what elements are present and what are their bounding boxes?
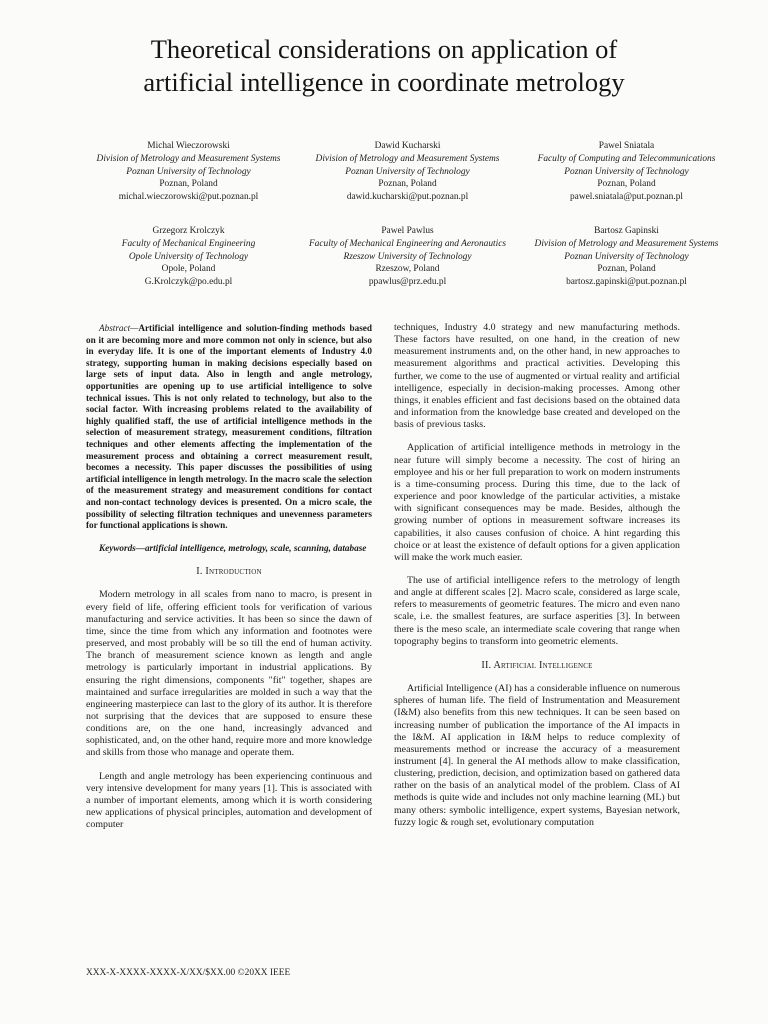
author-university: Poznan University of Technology — [126, 166, 251, 177]
author-email: dawid.kucharski@put.poznan.pl — [346, 192, 469, 203]
right-column — [394, 322, 680, 829]
author-city: Poznan, Poland — [159, 179, 218, 190]
body-paragraph: Modern metrology in all scales from nano to macro, is present in every field of life, offering efficient tools for verification of various manufacturing and service activities. It has been so since the dawn of time, since the time from which any information and footnotes were preserved, and most probably will be so till the end of human activity. The branch of measurement science known as length and angle metrology is particularly important in industrial applications. By ensuring the right dimensions, components "fit" together, shapes are maintained and surface irregularities are molded in such a way that the engineering masterpiece can last to the glory of its author. It is therefore not surprising that the devices that are supposed to ensure these conditions are, on the one hand, increasingly advanced and sophisticated, and, on the other hand, require more and more knowledge and skills from those who manage and operate them. — [86, 589, 372, 759]
author-university: Opole University of Technology — [128, 251, 249, 262]
section-heading-introduction: I. Introduction — [196, 566, 262, 578]
author-university: Poznan University of Technology — [345, 166, 470, 177]
author-department: Faculty of Mechanical Engineering and Aeronautics — [308, 238, 507, 249]
author-block — [86, 140, 726, 289]
author-email: michal.wieczorowski@put.poznan.pl — [118, 192, 259, 203]
abstract — [86, 323, 372, 532]
author-email: bartosz.gapinski@put.poznan.pl — [566, 277, 687, 288]
author-name: Pawel Pawlus — [381, 225, 434, 236]
title-line-1: Theoretical considerations on application of — [150, 34, 618, 64]
author-name: Bartosz Gapinski — [594, 225, 659, 236]
author-university: Rzeszow University of Technology — [343, 251, 472, 262]
author-email: pawel.sniatala@put.poznan.pl — [569, 192, 684, 203]
body-paragraph: Application of artificial intelligence methods in metrology in the near future will simply become a necessity. The cost of hiring an employee and his or her full preparation to work on modern instruments is a time-consuming process. During this time, due to the lack of experience and poor knowledge of the particular activities, a mistake with significant consequences may be made. Besides, although the growing number of options in measurement software increases its capabilities, it also causes confusion of choice. A hint regarding this choice or at least the existence of default options for a given application will make the work much easier. — [394, 442, 680, 563]
author-department: Faculty of Mechanical Engineering — [121, 238, 256, 249]
author-card — [305, 140, 510, 204]
author-card — [524, 225, 729, 289]
abstract-text: Artificial intelligence and solution-finding methods based on it are becoming more and more common not only in science, but also in everyday life. It is one of the important elements of Industry 4.0 strategy, supporting human in making decisions especially based on large sets of input data. Also in length and angle metrology, opportunities are opening up to use artificial intelligence to solve technical issues. This is not only related to technology, but also to the social factor. With increasing problems related to the availability of highly qualified staff, the use of artificial intelligence methods in the selection of measurement strategy, measurement conditions, filtration techniques and other elements affecting the implementation of the measurement process and obtaining a correct measurement result, becomes a necessity. This paper discusses the possibilities of using artificial intelligence in length metrology. In the macro scale the selection of the measurement strategy and measurement conditions for contact and non-contact technology devices is presented. On a micro scale, the possibility of selecting filtration techniques and unevenness parameters for functional applications is shown. — [86, 323, 372, 531]
left-column — [86, 323, 372, 831]
author-city: Poznan, Poland — [597, 264, 656, 275]
copyright-footer: XXX-X-XXXX-XXXX-X/XX/$XX.00 ©20XX IEEE — [86, 968, 291, 978]
author-card — [86, 140, 291, 204]
author-city: Poznan, Poland — [378, 179, 437, 190]
author-name: Dawid Kucharski — [374, 141, 441, 151]
author-city: Poznan, Poland — [597, 179, 656, 190]
author-card — [305, 225, 510, 289]
author-department: Division of Metrology and Measurement Systems — [96, 153, 281, 164]
author-email: G.Krolczyk@po.edu.pl — [144, 277, 233, 288]
author-department: Division of Metrology and Measurement Systems — [534, 238, 719, 249]
author-city: Opole, Poland — [161, 264, 216, 275]
author-department: Division of Metrology and Measurement Systems — [315, 153, 500, 164]
paper-title — [60, 33, 708, 99]
author-name: Michal Wieczorowski — [147, 141, 230, 151]
author-department: Faculty of Computing and Telecommunications — [537, 153, 716, 164]
section-heading-artificial-intelligence: II. Artificial Intelligence — [481, 659, 593, 671]
title-line-2: artificial intelligence in coordinate metrology — [143, 67, 625, 97]
abstract-lead: Abstract— — [99, 323, 139, 333]
author-university: Poznan University of Technology — [564, 166, 689, 177]
author-email: ppawlus@prz.edu.pl — [368, 277, 447, 288]
author-name: Pawel Sniatala — [598, 141, 655, 151]
body-paragraph: Artificial Intelligence (AI) has a considerable influence on numerous spheres of human life. The field of Instrumentation and Measurement (I&M) also benefits from this new techniques. It can be seen based on increasing number of publication the importance of the AI impacts in the I&M. AI application in I&M helps to reduce complexity of measurements method or increase the accuracy of a measurement instrument [4]. In general the AI methods allow to make classification, clustering, prediction, decision, and optimization based on gathered data rather on the basis of an analytical model of the problem. Class of AI methods is quite wide and includes not only machine learning (ML) but many others: symbolic intelligence, expert systems, Bayesian network, fuzzy logic & rough set, evolutionary computation — [394, 683, 681, 828]
author-card — [524, 140, 729, 204]
keywords: Keywords—artificial intelligence, metrology, scale, scanning, database — [99, 542, 367, 553]
author-university: Poznan University of Technology — [564, 251, 689, 262]
author-city: Rzeszow, Poland — [375, 264, 440, 275]
body-paragraph: techniques, Industry 4.0 strategy and new manufacturing methods. These factors have resulted, on one hand, in the creation of new measurement instruments and, on the other hand, in new approaches to measurement algorithms and practical activities. Developing this further, we come to the use of augmented or virtual reality and artificial intelligence, especially in decision-making processes. Among other things, it enables efficient and fast decisions based on the obtained data and information from the knowledge base created and developed on the basis of previous tasks. — [394, 322, 680, 431]
author-name: Grzegorz Krolczyk — [152, 225, 225, 236]
body-paragraph: The use of artificial intelligence refers to the metrology of length and angle at different scales [2]. Macro scale, considered as large scale, refers to measurements of geometric features. The micro and even nano scale, i.e. the smallest features, are surface asperities [3]. In between there is the meso scale, an intermediate scale covering that range when topography begins to transform into geometric elements. — [394, 574, 680, 647]
body-paragraph: Length and angle metrology has been experiencing continuous and very intensive development for many years [1]. This is associated with a number of important elements, among which it is worth considering new applications of physical principles, automation and development of computer — [86, 770, 372, 831]
author-card — [86, 225, 291, 289]
